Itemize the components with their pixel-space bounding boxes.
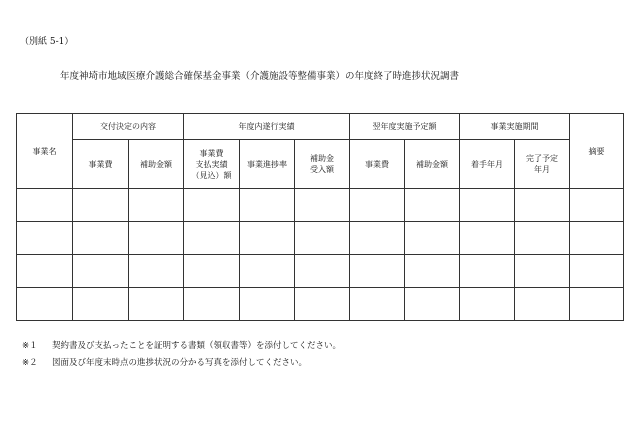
table-cell bbox=[515, 255, 570, 288]
table-row bbox=[17, 255, 624, 288]
group-grant-decision: 交付決定の内容 bbox=[73, 114, 184, 140]
table-cell bbox=[129, 222, 184, 255]
table-cell bbox=[295, 189, 350, 222]
col-remarks: 摘要 bbox=[570, 114, 624, 189]
table-cell bbox=[73, 255, 129, 288]
table-cell bbox=[405, 255, 460, 288]
progress-table bbox=[16, 113, 624, 321]
table-cell bbox=[240, 255, 295, 288]
table-cell bbox=[184, 255, 240, 288]
table-cell bbox=[570, 189, 624, 222]
table-cell bbox=[73, 222, 129, 255]
table-cell bbox=[570, 255, 624, 288]
table-cell bbox=[350, 189, 405, 222]
table-row bbox=[17, 288, 624, 321]
table-cell bbox=[405, 222, 460, 255]
table-cell bbox=[17, 189, 73, 222]
table-cell bbox=[460, 222, 515, 255]
note-text: 図面及び年度末時点の進捗状況の分かる写真を添付してください。 bbox=[52, 358, 308, 368]
attachment-label: （別紙 5-1） bbox=[20, 37, 74, 47]
table-cell bbox=[350, 222, 405, 255]
table-cell bbox=[17, 222, 73, 255]
table-cell bbox=[405, 288, 460, 321]
table-cell bbox=[570, 288, 624, 321]
group-next-year-plan: 翌年度実施予定額 bbox=[350, 114, 460, 140]
col-project-cost: 事業費 bbox=[73, 140, 129, 189]
table-cell bbox=[460, 255, 515, 288]
table-cell bbox=[129, 189, 184, 222]
col-subsidy-received: 補助金 受入額 bbox=[295, 140, 350, 189]
table-cell bbox=[295, 288, 350, 321]
table-cell bbox=[515, 222, 570, 255]
table-cell bbox=[73, 288, 129, 321]
table-cell bbox=[184, 222, 240, 255]
col-next-project-cost: 事業費 bbox=[350, 140, 405, 189]
table-row bbox=[17, 189, 624, 222]
col-next-subsidy-amount: 補助金額 bbox=[405, 140, 460, 189]
col-project-cost-paid: 事業費 支払実績 （見込）額 bbox=[184, 140, 240, 189]
document-title: 年度神埼市地域医療介護総合確保基金事業（介護施設等整備事業）の年度終了時進捗状況調書 bbox=[60, 71, 460, 82]
table-cell bbox=[240, 288, 295, 321]
col-start-month: 着手年月 bbox=[460, 140, 515, 189]
group-fiscal-performance: 年度内遂行実績 bbox=[184, 114, 350, 140]
table-cell bbox=[17, 255, 73, 288]
table-cell bbox=[460, 189, 515, 222]
table-cell bbox=[129, 255, 184, 288]
table-cell bbox=[570, 222, 624, 255]
table-cell bbox=[515, 288, 570, 321]
table-cell bbox=[350, 288, 405, 321]
note-item bbox=[22, 355, 341, 372]
table-cell bbox=[295, 222, 350, 255]
note-mark: ※１ bbox=[22, 341, 38, 351]
table-cell bbox=[460, 288, 515, 321]
table-cell bbox=[350, 255, 405, 288]
table-cell bbox=[295, 255, 350, 288]
table-cell bbox=[17, 288, 73, 321]
note-item bbox=[22, 338, 341, 355]
notes-section bbox=[22, 338, 341, 372]
col-completion-month: 完了予定 年月 bbox=[515, 140, 570, 189]
table-cell bbox=[129, 288, 184, 321]
table-cell bbox=[240, 189, 295, 222]
col-project-name: 事業名 bbox=[17, 114, 73, 189]
table-cell bbox=[73, 189, 129, 222]
note-text: 契約書及び支払ったことを証明する書類（領収書等）を添付してください。 bbox=[52, 341, 342, 351]
table-cell bbox=[184, 288, 240, 321]
table-row bbox=[17, 222, 624, 255]
col-subsidy-amount: 補助金額 bbox=[129, 140, 184, 189]
group-implementation-period: 事業実施期間 bbox=[460, 114, 570, 140]
table-cell bbox=[405, 189, 460, 222]
table-cell bbox=[184, 189, 240, 222]
col-progress-rate: 事業進捗率 bbox=[240, 140, 295, 189]
table-cell bbox=[240, 222, 295, 255]
note-mark: ※２ bbox=[22, 358, 38, 368]
table-cell bbox=[515, 189, 570, 222]
